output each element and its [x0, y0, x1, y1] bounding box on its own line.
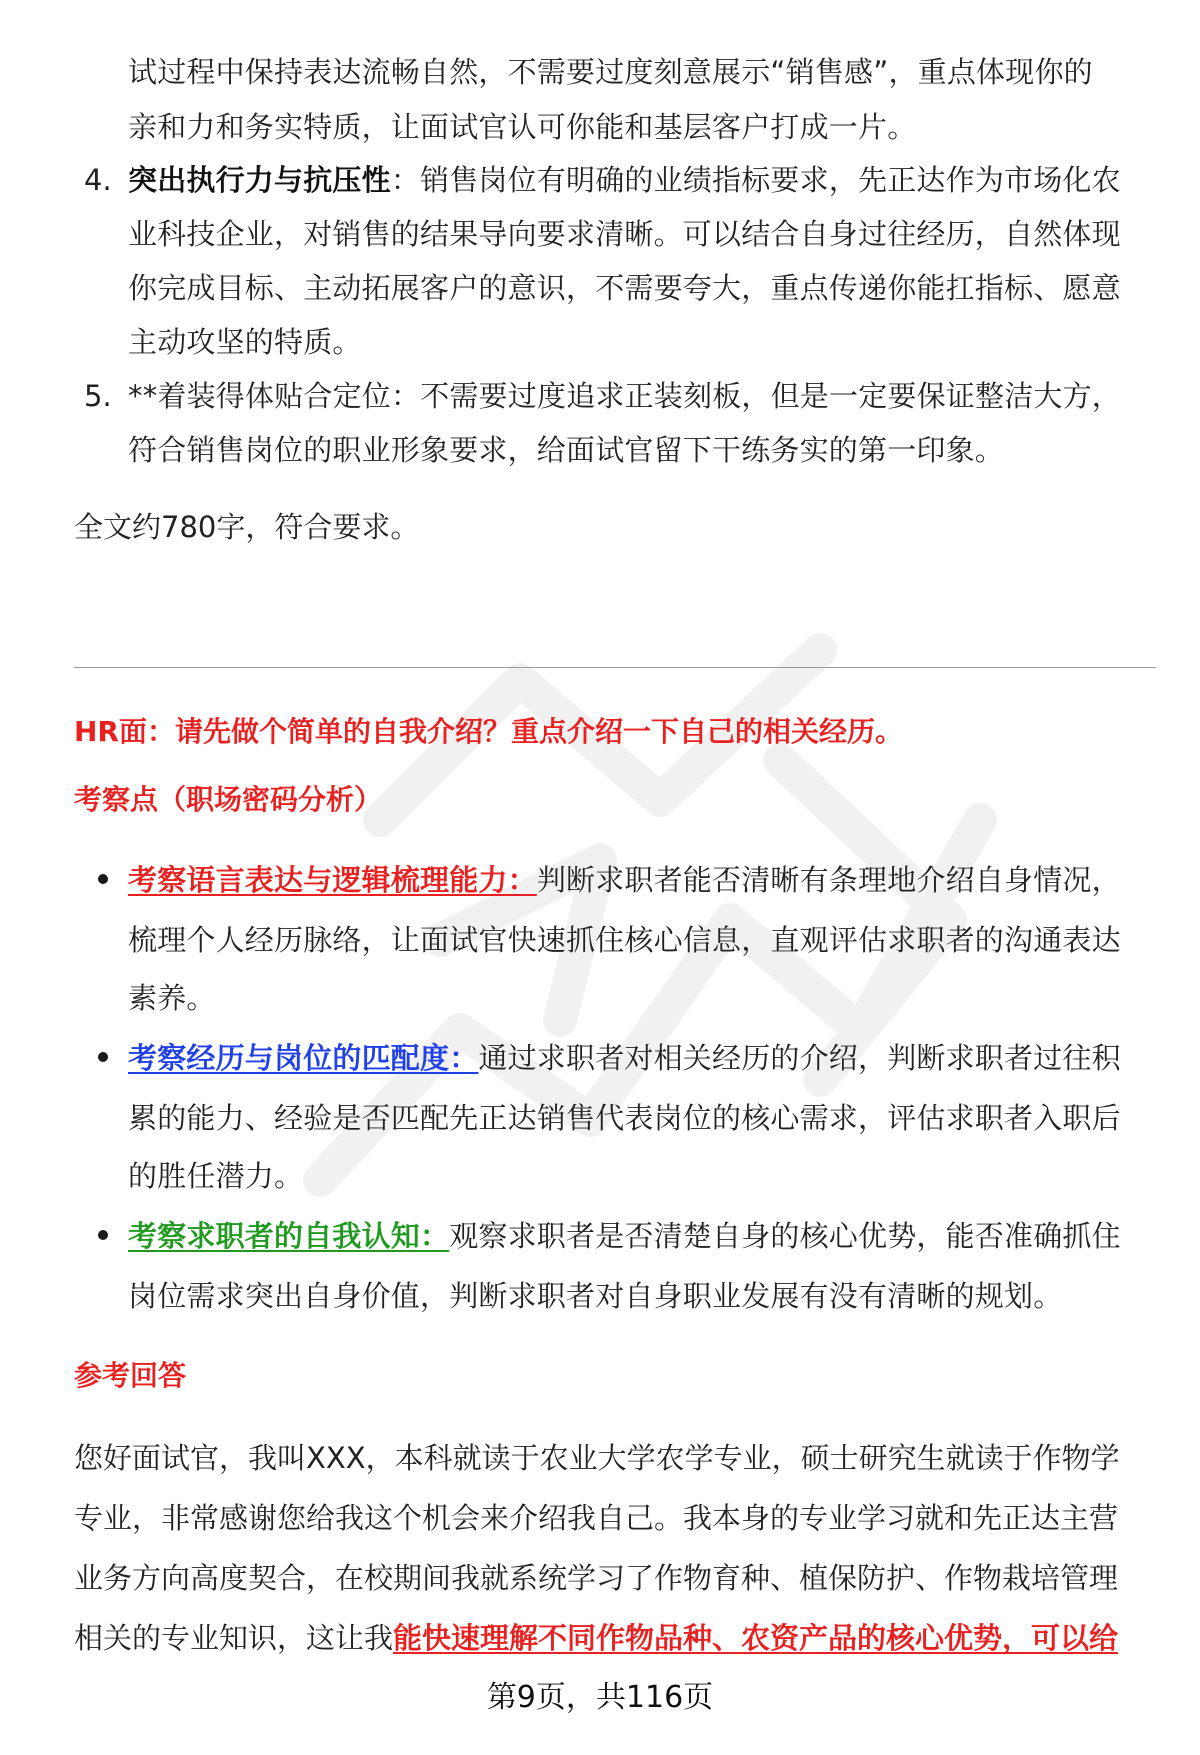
item3-line-1: 试过程中保持表达流畅自然，不需要过度刻意展示“销售感”，重点体现你的: [128, 55, 1093, 89]
page-footer: 第9页，共116页: [486, 1680, 714, 1715]
bullet-1-line-1: [128, 860, 1138, 900]
watermark-graphic: [260, 560, 1020, 1260]
answer-line-3: 业务方向高度契合，在校期间我就系统学习了作物育种、植保防护、作物栽培管理: [74, 1561, 1119, 1595]
bullet-2-line-1: [128, 1038, 1138, 1078]
item4-line-1-text: ：销售岗位有明确的业绩指标要求，先正达作为市场化农: [390, 163, 1121, 197]
bullet-3-keyword: 考察求职者的自我认知：: [128, 1219, 450, 1253]
bullet-3-first-line: 观察求职者是否清楚自身的核心优势，能否准确抓住: [449, 1219, 1121, 1253]
answer-line-2: 专业，非常感谢您给我这个机会来介绍我自己。我本身的专业学习就和先正达主营: [74, 1501, 1119, 1535]
bullet-3-line-2: 岗位需求突出自身价值，判断求职者对自身职业发展有没有清晰的规划。: [128, 1279, 1063, 1313]
bullet-2-line-3: 的胜任潜力。: [128, 1159, 304, 1193]
item4-line-2: 业科技企业，对销售的结果导向要求清晰。可以结合自身过往经历，自然体现: [128, 217, 1121, 251]
item3-line-2: 亲和力和务实特质，让面试官认可你能和基层客户打成一片。: [128, 110, 917, 144]
interview-question: HR面：请先做个简单的自我介绍？重点介绍一下自己的相关经历。: [74, 715, 903, 748]
bullet-3-line-1: [128, 1216, 1138, 1256]
answer-line-4: [74, 1618, 1118, 1658]
answer-highlight: 能快速理解不同作物品种、农资产品的核心优势，可以给: [393, 1621, 1119, 1655]
analysis-heading: 考察点（职场密码分析）: [74, 783, 383, 816]
item5-line-2: 符合销售岗位的职业形象要求，给面试官留下干练务实的第一印象。: [128, 433, 1005, 467]
answer-heading: 参考回答: [74, 1359, 187, 1392]
item5-number: 5.: [84, 379, 112, 413]
bullet-2-keyword: 考察经历与岗位的匹配度：: [128, 1041, 479, 1075]
bullet-1-first-line: 判断求职者能否清晰有条理地介绍自身情况，: [536, 863, 1121, 897]
answer-line-1: 您好面试官，我叫XXX，本科就读于农业大学农学专业，硕士研究生就读于作物学: [74, 1441, 1120, 1475]
item4-line-4: 主动攻坚的特质。: [128, 325, 362, 359]
item4-title: 突出执行力与抗压性: [128, 163, 391, 197]
bullet-2-first-line: 通过求职者对相关经历的介绍，判断求职者过往积: [478, 1041, 1121, 1075]
item5-line-1: **着装得体贴合定位：不需要过度追求正装刻板，但是一定要保证整洁大方，: [128, 379, 1122, 413]
answer-line-4-plain: 相关的专业知识，这让我: [74, 1621, 394, 1655]
section-divider: [74, 667, 1156, 668]
bullet-2-line-2: 累的能力、经验是否匹配先正达销售代表岗位的核心需求，评估求职者入职后: [128, 1101, 1121, 1135]
item4-line-3: 你完成目标、主动拓展客户的意识，不需要夸大，重点传递你能扛指标、愿意: [128, 271, 1121, 305]
bullet-1-keyword: 考察语言表达与逻辑梳理能力：: [128, 863, 537, 897]
item4-number: 4.: [84, 163, 112, 197]
item4-line-1: [128, 160, 1138, 200]
word-count-note: 全文约780字，符合要求。: [74, 510, 420, 544]
bullet-dot: [98, 874, 108, 884]
bullet-1-line-2: 梳理个人经历脉络，让面试官快速抓住核心信息，直观评估求职者的沟通表达: [128, 923, 1121, 957]
bullet-1-line-3: 素养。: [128, 981, 216, 1015]
bullet-dot: [98, 1052, 108, 1062]
bullet-dot: [98, 1230, 108, 1240]
